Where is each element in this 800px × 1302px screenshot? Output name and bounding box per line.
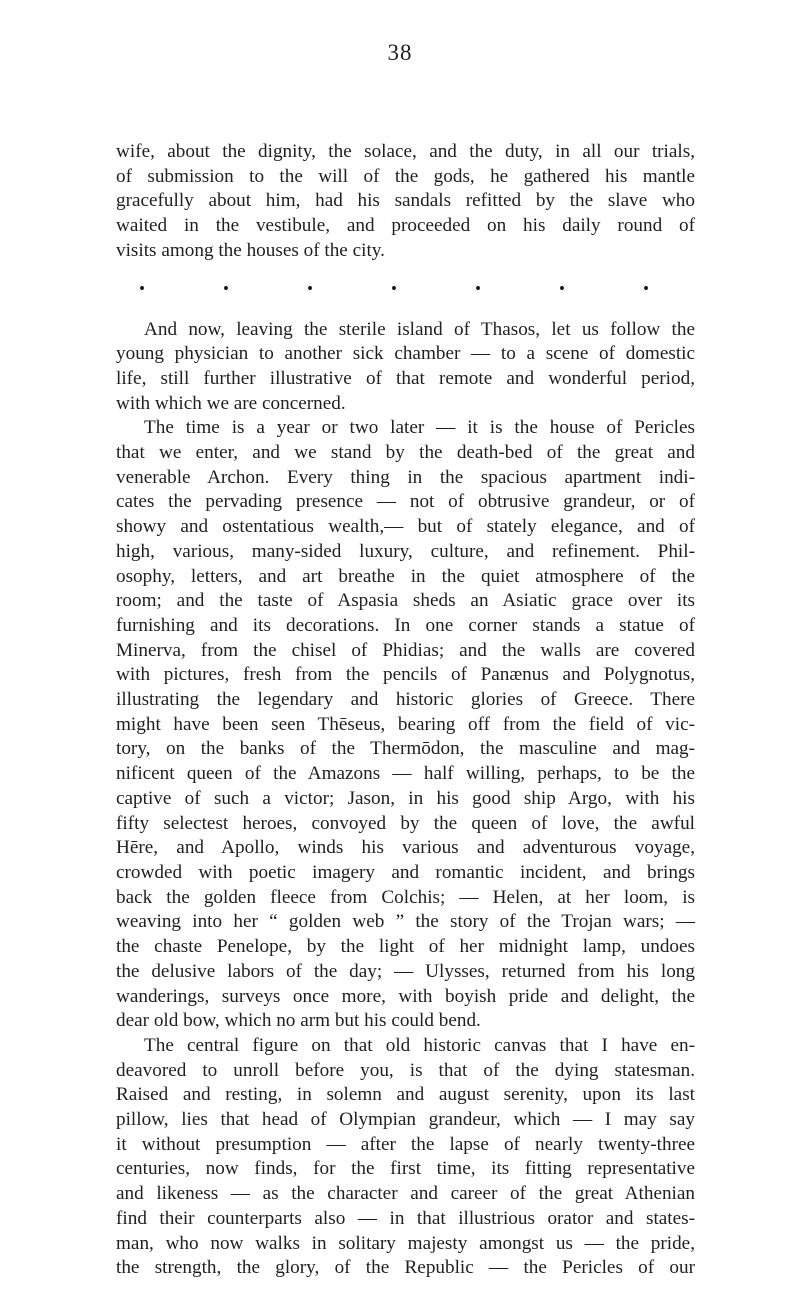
text-line: dear old bow, which no arm but his could bend.	[116, 1010, 481, 1032]
text-line: showy and ostentatious wealth,— but of stately elegance, and of	[116, 516, 695, 538]
separator-dot	[476, 286, 480, 290]
text-line: that we enter, and we stand by the death-bed of the great and	[116, 442, 695, 464]
text-line: deavored to unroll before you, is that of the dying statesman.	[116, 1059, 695, 1081]
text-line: wife, about the dignity, the solace, and the duty, in all our trials,	[116, 141, 695, 162]
text-line: might have been seen Thēseus, bearing off from the field of vic-	[116, 713, 695, 735]
text-line: waited in the vestibule, and proceeded on his daily round of	[116, 215, 695, 237]
text-line: fifty selectest heroes, convoyed by the queen of love, the awful	[116, 812, 695, 834]
text-line: illustrating the legendary and historic glories of Greece. There	[116, 689, 695, 711]
text-line: high, various, many-sided luxury, culture, and refinement. Phil-	[116, 540, 695, 562]
separator-dot	[308, 286, 312, 290]
text-line: And now, leaving the sterile island of Thasos, let us follow the	[144, 318, 695, 340]
text-line: find their counterparts also — in that illustrious orator and states-	[116, 1207, 695, 1229]
text-line: man, who now walks in solitary majesty amongst us — the pride,	[116, 1232, 695, 1254]
separator-dot	[224, 286, 228, 290]
section-separator	[140, 278, 648, 298]
text-line: life, still further illustrative of that remote and wonderful period,	[116, 367, 695, 389]
text-line: with pictures, fresh from the pencils of Panænus and Polygnotus,	[116, 664, 695, 686]
text-line: crowded with poetic imagery and romantic incident, and brings	[116, 861, 695, 883]
text-line: weaving into her “ golden web ” the story of the Trojan wars; —	[116, 911, 695, 933]
separator-dot	[140, 286, 144, 290]
text-line: captive of such a victor; Jason, in his good ship Argo, with his	[116, 787, 695, 809]
separator-dot	[392, 286, 396, 290]
text-line: venerable Archon. Every thing in the spacious apartment indi-	[116, 466, 695, 488]
text-line: Hēre, and Apollo, winds his various and adventurous voyage,	[116, 837, 695, 859]
text-line: and likeness — as the character and career of the great Athenian	[116, 1183, 695, 1205]
separator-dot	[560, 286, 564, 290]
text-line: the strength, the glory, of the Republic — the Pericles of our	[116, 1257, 695, 1279]
text-line: back the golden fleece from Colchis; — Helen, at her loom, is	[116, 886, 695, 908]
paragraph-3	[116, 416, 695, 1034]
text-line: room; and the taste of Aspasia sheds an Asiatic grace over its	[116, 590, 695, 612]
text-line: The central figure on that old historic canvas that I have en-	[144, 1034, 695, 1056]
text-line: Minerva, from the chisel of Phidias; and the walls are covered	[116, 639, 695, 661]
text-line: The time is a year or two later — it is the house of Pericles	[144, 417, 695, 439]
page-number: 38	[387, 40, 413, 65]
body-text	[116, 140, 695, 1281]
text-line: it without presumption — after the lapse of nearly twenty-three	[116, 1133, 695, 1155]
text-line: centuries, now finds, for the first time, its fitting representative	[116, 1158, 695, 1180]
text-line: young physician to another sick chamber — to a scene of domestic	[116, 343, 695, 365]
paragraph-1	[116, 140, 695, 264]
text-line: osophy, letters, and art breathe in the quiet atmosphere of the	[116, 565, 695, 587]
text-line: furnishing and its decorations. In one corner stands a statue of	[116, 614, 695, 636]
text-line: gracefully about him, had his sandals refitted by the slave who	[116, 190, 695, 212]
text-line: of submission to the will of the gods, he gathered his mantle	[116, 165, 695, 187]
text-line: wanderings, surveys once more, with boyish pride and delight, the	[116, 985, 695, 1007]
text-line: the chaste Penelope, by the light of her midnight lamp, undoes	[116, 936, 695, 958]
text-line: cates the pervading presence — not of obtrusive grandeur, or of	[116, 491, 695, 513]
paragraph-4	[116, 1034, 695, 1281]
text-line: Raised and resting, in solemn and august serenity, upon its last	[116, 1084, 695, 1106]
paragraph-2	[116, 318, 695, 417]
text-line: with which we are concerned.	[116, 392, 346, 414]
text-line: tory, on the banks of the Thermōdon, the masculine and mag-	[116, 738, 695, 760]
text-line: nificent queen of the Amazons — half willing, perhaps, to be the	[116, 763, 695, 785]
text-line: pillow, lies that head of Olympian grandeur, which — I may say	[116, 1109, 695, 1131]
text-line: the delusive labors of the day; — Ulysses, returned from his long	[116, 960, 695, 982]
separator-dot	[644, 286, 648, 290]
text-line: visits among the houses of the city.	[116, 239, 385, 261]
